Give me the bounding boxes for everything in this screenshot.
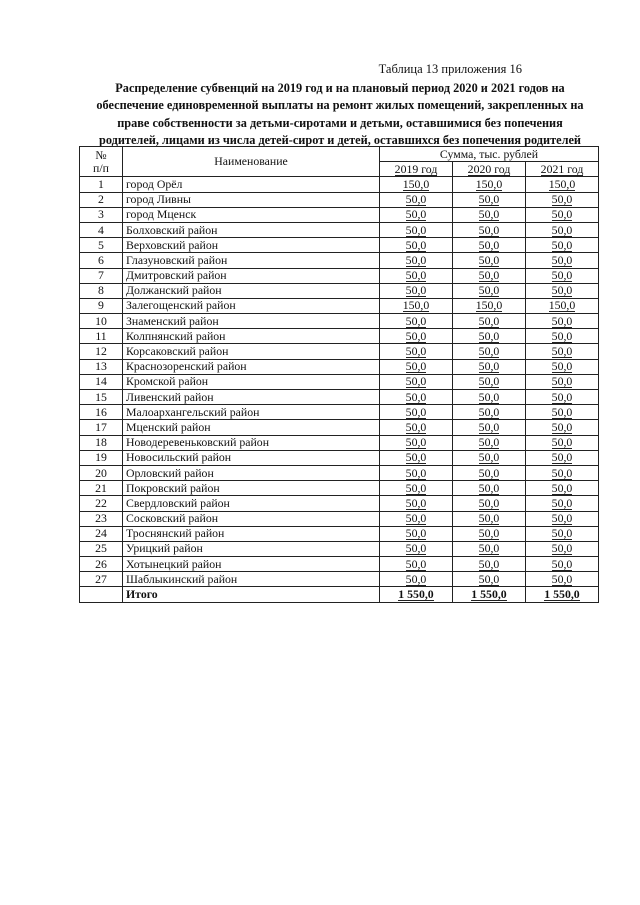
row-value-2020: 150,0 bbox=[453, 177, 526, 192]
row-value-2020: 50,0 bbox=[453, 207, 526, 222]
row-number: 2 bbox=[80, 192, 123, 207]
row-number: 20 bbox=[80, 465, 123, 480]
row-name: Кромской район bbox=[123, 374, 380, 389]
table-row bbox=[80, 481, 599, 496]
annex-label: Таблица 13 приложения 16 bbox=[378, 62, 522, 76]
document-heading bbox=[80, 80, 600, 149]
row-number: 24 bbox=[80, 526, 123, 541]
table-row bbox=[80, 329, 599, 344]
row-value-2019: 50,0 bbox=[380, 511, 453, 526]
row-name: город Орёл bbox=[123, 177, 380, 192]
table-row bbox=[80, 192, 599, 207]
row-value-2019: 50,0 bbox=[380, 481, 453, 496]
row-name: Колпнянский район bbox=[123, 329, 380, 344]
row-value-2021: 50,0 bbox=[526, 283, 599, 298]
row-name: Должанский район bbox=[123, 283, 380, 298]
table-row bbox=[80, 511, 599, 526]
row-value-2020: 50,0 bbox=[453, 496, 526, 511]
table-row bbox=[80, 283, 599, 298]
row-value-2019: 50,0 bbox=[380, 329, 453, 344]
header-number-top: № bbox=[95, 147, 107, 162]
row-number: 17 bbox=[80, 420, 123, 435]
row-value-2020: 50,0 bbox=[453, 283, 526, 298]
row-value-2019: 150,0 bbox=[380, 298, 453, 313]
row-value-2020: 50,0 bbox=[453, 465, 526, 480]
row-value-2021: 50,0 bbox=[526, 359, 599, 374]
header-year-2019: 2019 год bbox=[380, 162, 453, 177]
heading-line: Распределение субвенций на 2019 год и на плановый период 2020 и 2021 годов на bbox=[115, 81, 565, 95]
row-number: 3 bbox=[80, 207, 123, 222]
row-value-2021: 150,0 bbox=[526, 177, 599, 192]
table-row bbox=[80, 344, 599, 359]
row-number: 9 bbox=[80, 298, 123, 313]
row-value-2021: 50,0 bbox=[526, 238, 599, 253]
row-value-2020: 50,0 bbox=[453, 344, 526, 359]
row-value-2020: 50,0 bbox=[453, 481, 526, 496]
row-value-2021: 50,0 bbox=[526, 390, 599, 405]
table-row bbox=[80, 390, 599, 405]
row-name: Сосковский район bbox=[123, 511, 380, 526]
row-value-2020: 50,0 bbox=[453, 268, 526, 283]
table-row bbox=[80, 314, 599, 329]
row-number: 14 bbox=[80, 374, 123, 389]
row-value-2019: 50,0 bbox=[380, 390, 453, 405]
row-name: Хотынецкий район bbox=[123, 557, 380, 572]
header-number-bottom: п/п bbox=[93, 160, 109, 175]
table-row bbox=[80, 450, 599, 465]
row-number: 11 bbox=[80, 329, 123, 344]
header-number bbox=[80, 147, 123, 177]
header-name: Наименование bbox=[123, 147, 380, 177]
row-name: Малоархангельский район bbox=[123, 405, 380, 420]
total-number-cell bbox=[80, 587, 123, 602]
row-value-2021: 50,0 bbox=[526, 450, 599, 465]
header-year-2020: 2020 год bbox=[453, 162, 526, 177]
row-number: 15 bbox=[80, 390, 123, 405]
row-value-2021: 50,0 bbox=[526, 344, 599, 359]
row-value-2020: 50,0 bbox=[453, 359, 526, 374]
row-value-2020: 50,0 bbox=[453, 511, 526, 526]
row-value-2021: 50,0 bbox=[526, 405, 599, 420]
table-row bbox=[80, 207, 599, 222]
table-row bbox=[80, 572, 599, 587]
row-value-2020: 50,0 bbox=[453, 420, 526, 435]
row-value-2020: 50,0 bbox=[453, 572, 526, 587]
row-value-2019: 50,0 bbox=[380, 572, 453, 587]
row-value-2019: 50,0 bbox=[380, 344, 453, 359]
row-name: Покровский район bbox=[123, 481, 380, 496]
row-value-2019: 50,0 bbox=[380, 207, 453, 222]
row-value-2019: 50,0 bbox=[380, 450, 453, 465]
row-value-2021: 50,0 bbox=[526, 207, 599, 222]
row-value-2019: 50,0 bbox=[380, 435, 453, 450]
header-sum: Сумма, тыс. рублей bbox=[380, 147, 599, 162]
row-value-2021: 50,0 bbox=[526, 192, 599, 207]
row-value-2019: 50,0 bbox=[380, 526, 453, 541]
row-value-2021: 50,0 bbox=[526, 420, 599, 435]
row-value-2021: 50,0 bbox=[526, 481, 599, 496]
row-value-2020: 50,0 bbox=[453, 405, 526, 420]
row-value-2019: 50,0 bbox=[380, 465, 453, 480]
row-value-2019: 50,0 bbox=[380, 222, 453, 237]
row-value-2020: 50,0 bbox=[453, 222, 526, 237]
row-name: город Ливны bbox=[123, 192, 380, 207]
row-number: 21 bbox=[80, 481, 123, 496]
row-value-2021: 50,0 bbox=[526, 374, 599, 389]
header-year-2021: 2021 год bbox=[526, 162, 599, 177]
row-value-2019: 50,0 bbox=[380, 359, 453, 374]
row-value-2020: 50,0 bbox=[453, 253, 526, 268]
heading-line: праве собственности за детьми-сиротами и детьми, оставшимися без попечения bbox=[117, 115, 563, 130]
total-2019: 1 550,0 bbox=[380, 587, 453, 602]
heading-line: родителей, лицами из числа детей-сирот и детей, оставшихся без попечения родителей bbox=[98, 132, 582, 147]
row-name: Урицкий район bbox=[123, 541, 380, 556]
row-name: Новодеревеньковский район bbox=[123, 435, 380, 450]
table-row bbox=[80, 420, 599, 435]
row-value-2020: 50,0 bbox=[453, 329, 526, 344]
row-value-2021: 50,0 bbox=[526, 253, 599, 268]
row-value-2019: 50,0 bbox=[380, 268, 453, 283]
row-value-2020: 50,0 bbox=[453, 374, 526, 389]
row-value-2019: 50,0 bbox=[380, 192, 453, 207]
row-value-2021: 50,0 bbox=[526, 329, 599, 344]
row-value-2021: 50,0 bbox=[526, 314, 599, 329]
row-value-2021: 50,0 bbox=[526, 222, 599, 237]
row-number: 23 bbox=[80, 511, 123, 526]
heading-line: обеспечение единовременной выплаты на ремонт жилых помещений, закрепленных на bbox=[96, 98, 584, 113]
row-value-2021: 50,0 bbox=[526, 557, 599, 572]
row-name: Орловский район bbox=[123, 465, 380, 480]
row-value-2019: 50,0 bbox=[380, 283, 453, 298]
row-number: 10 bbox=[80, 314, 123, 329]
row-number: 22 bbox=[80, 496, 123, 511]
row-value-2019: 50,0 bbox=[380, 405, 453, 420]
row-value-2020: 50,0 bbox=[453, 541, 526, 556]
row-value-2021: 150,0 bbox=[526, 298, 599, 313]
table-row bbox=[80, 526, 599, 541]
row-value-2019: 50,0 bbox=[380, 420, 453, 435]
row-name: Дмитровский район bbox=[123, 268, 380, 283]
row-name: Глазуновский район bbox=[123, 253, 380, 268]
row-value-2019: 50,0 bbox=[380, 541, 453, 556]
row-value-2020: 150,0 bbox=[453, 298, 526, 313]
row-name: Знаменский район bbox=[123, 314, 380, 329]
row-number: 25 bbox=[80, 541, 123, 556]
row-name: Мценский район bbox=[123, 420, 380, 435]
row-value-2021: 50,0 bbox=[526, 435, 599, 450]
row-name: Шаблыкинский район bbox=[123, 572, 380, 587]
row-value-2021: 50,0 bbox=[526, 496, 599, 511]
row-value-2020: 50,0 bbox=[453, 192, 526, 207]
table-row bbox=[80, 238, 599, 253]
row-number: 4 bbox=[80, 222, 123, 237]
table-row bbox=[80, 496, 599, 511]
total-row bbox=[80, 587, 599, 602]
row-number: 7 bbox=[80, 268, 123, 283]
row-value-2019: 50,0 bbox=[380, 374, 453, 389]
row-name: Корсаковский район bbox=[123, 344, 380, 359]
table-row bbox=[80, 557, 599, 572]
total-2020: 1 550,0 bbox=[453, 587, 526, 602]
row-value-2021: 50,0 bbox=[526, 465, 599, 480]
row-number: 6 bbox=[80, 253, 123, 268]
row-value-2019: 50,0 bbox=[380, 238, 453, 253]
row-number: 12 bbox=[80, 344, 123, 359]
row-value-2019: 50,0 bbox=[380, 314, 453, 329]
row-name: Краснозоренский район bbox=[123, 359, 380, 374]
table-row bbox=[80, 435, 599, 450]
row-number: 16 bbox=[80, 405, 123, 420]
row-number: 8 bbox=[80, 283, 123, 298]
table-row bbox=[80, 541, 599, 556]
row-number: 18 bbox=[80, 435, 123, 450]
subvention-table bbox=[79, 146, 599, 603]
row-value-2020: 50,0 bbox=[453, 450, 526, 465]
row-number: 27 bbox=[80, 572, 123, 587]
row-value-2021: 50,0 bbox=[526, 541, 599, 556]
row-value-2021: 50,0 bbox=[526, 511, 599, 526]
table-row bbox=[80, 177, 599, 192]
row-value-2020: 50,0 bbox=[453, 435, 526, 450]
row-number: 5 bbox=[80, 238, 123, 253]
table-row bbox=[80, 298, 599, 313]
total-label: Итого bbox=[123, 587, 380, 602]
table-row bbox=[80, 465, 599, 480]
row-value-2020: 50,0 bbox=[453, 238, 526, 253]
row-number: 26 bbox=[80, 557, 123, 572]
row-value-2019: 50,0 bbox=[380, 496, 453, 511]
row-value-2019: 50,0 bbox=[380, 253, 453, 268]
row-value-2021: 50,0 bbox=[526, 268, 599, 283]
table-body bbox=[80, 177, 599, 587]
row-value-2021: 50,0 bbox=[526, 572, 599, 587]
row-name: Ливенский район bbox=[123, 390, 380, 405]
table-header-row bbox=[80, 147, 599, 162]
row-name: город Мценск bbox=[123, 207, 380, 222]
table-row bbox=[80, 253, 599, 268]
table-row bbox=[80, 222, 599, 237]
row-name: Болховский район bbox=[123, 222, 380, 237]
row-name: Новосильский район bbox=[123, 450, 380, 465]
row-number: 13 bbox=[80, 359, 123, 374]
row-name: Верховский район bbox=[123, 238, 380, 253]
row-name: Залегощенский район bbox=[123, 298, 380, 313]
row-value-2019: 150,0 bbox=[380, 177, 453, 192]
row-number: 19 bbox=[80, 450, 123, 465]
table-row bbox=[80, 405, 599, 420]
row-name: Троснянский район bbox=[123, 526, 380, 541]
row-value-2020: 50,0 bbox=[453, 314, 526, 329]
row-value-2020: 50,0 bbox=[453, 526, 526, 541]
table-row bbox=[80, 359, 599, 374]
row-value-2020: 50,0 bbox=[453, 390, 526, 405]
row-value-2019: 50,0 bbox=[380, 557, 453, 572]
table-row bbox=[80, 374, 599, 389]
row-value-2021: 50,0 bbox=[526, 526, 599, 541]
row-value-2020: 50,0 bbox=[453, 557, 526, 572]
row-name: Свердловский район bbox=[123, 496, 380, 511]
table-row bbox=[80, 268, 599, 283]
row-number: 1 bbox=[80, 177, 123, 192]
total-2021: 1 550,0 bbox=[526, 587, 599, 602]
